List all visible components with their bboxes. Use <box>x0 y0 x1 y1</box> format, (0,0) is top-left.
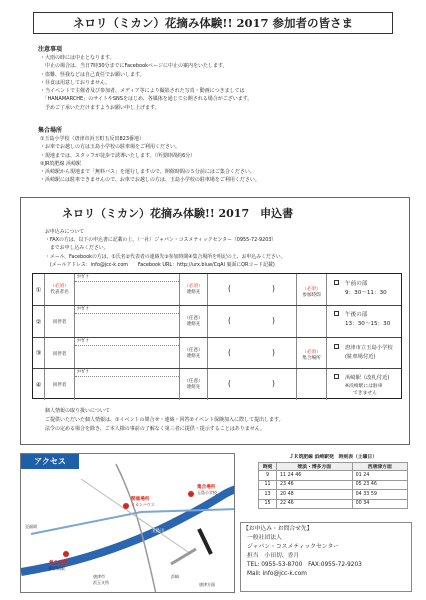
form-intro-line: (メールアドレス：info@jcc-k.com Facebook URL：http://urx.blue/CqAI 裏面にQRコード記載) <box>45 261 275 268</box>
optional-mark: （任意） <box>184 379 203 384</box>
morning-checkbox[interactable] <box>334 280 339 285</box>
name-field[interactable] <box>75 274 180 305</box>
school-label: 唐津市立玉島小学校 <box>345 345 393 351</box>
place-options <box>327 338 403 368</box>
venue-label: 開催場所 <box>131 497 150 502</box>
companion-label: 同伴者 <box>45 338 75 368</box>
venue-sub: ミカンハウス <box>131 502 155 507</box>
place-options <box>327 369 403 400</box>
notes-heading: 注意事項 <box>38 46 63 53</box>
notes-list <box>40 54 252 112</box>
access-map <box>20 453 235 593</box>
contact-label: 連絡先 <box>186 354 201 359</box>
contact-label: 連絡先 <box>186 290 201 295</box>
road-arrow <box>171 549 196 564</box>
timetable-cell: 05 23 46 <box>352 480 407 490</box>
row-number: ② <box>33 306 45 337</box>
timetable-cell: 15 <box>259 499 277 509</box>
notes-line: ・盗難、怪我などは自己責任でお願いします。 <box>40 71 145 78</box>
timetable-cell: 22 46 <box>277 499 353 509</box>
contact-heading: 【お申込み・お問合せ先】 <box>243 526 313 532</box>
venue-marker <box>123 503 129 509</box>
contact-field[interactable]: ( ) <box>208 306 297 337</box>
karatsu-label: 唐津方面 <box>199 582 215 587</box>
timetable-title: ＪＲ筑肥線 浜崎駅発 時刻表（土曜日） <box>288 455 378 460</box>
station-note-2: できません <box>353 391 377 396</box>
contact-label: 連絡先 <box>186 322 201 327</box>
timetable-header: 姪浜・博多方面 <box>277 463 353 471</box>
rep-name-label: 代表者名 <box>50 290 69 295</box>
timetable-cell: 9 <box>259 471 277 481</box>
meeting-heading: 集合場所 <box>38 127 63 134</box>
timetable-cell: 01 24 <box>352 471 407 481</box>
companion-label: 同伴者 <box>45 306 75 337</box>
notes-line: ・当イベントで主催者及び参加者、メディア等により撮影された写真・動画につきましては <box>40 88 245 95</box>
meeting-line: ・お車でお越しの方は玉島小学校の駐車場をご利用ください。 <box>40 144 181 151</box>
companion-label: 同伴者 <box>45 369 75 400</box>
morning-time: 9：30〜11：30 <box>345 290 387 296</box>
optional-mark: （任意） <box>184 316 203 321</box>
meeting-line: ・浜崎駅から現地まで「無料バス」を運行しますので、開催時間の５分前にはご集合ください。 <box>40 169 255 176</box>
form-intro-line: までお申し込みください。 <box>45 245 109 252</box>
form-intro-line: ・メール、Facebookの方は、①氏名②代表者の連絡先③参加時間④集合場所を明記の上、お申込みください。 <box>45 253 286 260</box>
rep-label-cell <box>45 274 75 305</box>
contact-label-cell <box>180 306 208 337</box>
school-sub: 玉島小学校 <box>197 490 217 495</box>
timetable-cell: 04 33 59 <box>352 490 407 500</box>
meeting-line: ・浜崎駅には駐車できませんので、お車でお越しの方は、玉島小学校の駐車場をご利用ください。 <box>40 177 260 184</box>
local-road <box>116 464 156 593</box>
required-mark: （必須） <box>302 287 321 292</box>
river-label: 玉島川 <box>151 529 165 534</box>
meeting-label-cell <box>297 338 327 368</box>
contact-line: 一般社団法人 <box>247 535 282 541</box>
afternoon-label: 午後の部 <box>345 312 368 318</box>
furigana-field[interactable]: ﾌﾘｶﾞﾅ <box>75 338 179 346</box>
timetable-header: 西唐津方面 <box>352 463 407 471</box>
fukuoka-label: 至福岡 <box>25 524 37 529</box>
map-drawing <box>21 454 235 593</box>
contact-field[interactable]: ( ) <box>208 369 297 400</box>
optional-mark: （任意） <box>184 348 203 353</box>
school-checkbox[interactable] <box>334 344 339 349</box>
row-number: ④ <box>33 369 45 400</box>
contact-line: TEL: 0955-53-8700 FAX:0955-72-9203 <box>247 562 362 568</box>
notes-line: ・大雨の時には中止となります。 <box>40 55 115 61</box>
time-options <box>327 306 403 337</box>
table-row <box>33 369 401 400</box>
privacy-line: 個人情報の取り扱いについて <box>45 408 110 414</box>
station-sub: JR浜崎駅 <box>49 566 65 571</box>
meeting-line: ②JR筑肥線 浜崎駅 <box>40 160 82 167</box>
privacy-line: 法令の定める場合を除き、ご本人様の事前の了解なく第三者に提供・提示することはありません。 <box>45 425 266 432</box>
notes-line: 中止の場合は、当日7時30分までにFacebookページに中止の案内をいたします。 <box>40 63 228 70</box>
time-options <box>327 274 403 305</box>
name-field[interactable] <box>75 338 180 368</box>
contact-line: ジャパン・コスメティックセンター <box>247 544 339 550</box>
timetable-table <box>258 462 408 509</box>
notes-line: 「HANAMARCHE」のサイトやSNSをはじめ、各媒体を通じて公開される場合がございます。 <box>40 96 253 103</box>
table-row <box>33 306 401 338</box>
station-checkbox[interactable] <box>334 374 339 379</box>
name-field[interactable] <box>75 306 180 337</box>
meeting-line: ①玉島小学校（唐津市浜玉町五反田823番地） <box>40 136 145 142</box>
furigana-field[interactable]: ﾌﾘｶﾞﾅ <box>75 274 179 282</box>
city-label: 唐津市 <box>93 574 105 579</box>
contact-box <box>240 522 412 592</box>
contact-line: Mail: info@jcc-k.com <box>247 571 307 577</box>
contact-label-cell <box>180 369 208 400</box>
station-label: 浜崎駅（改札付近) <box>345 375 390 381</box>
form-intro-line: ・FAXの方は、以下の申込書に記載の上、（一社）ジャパン・コスメティックセンター（0955-72-9203） <box>45 237 277 244</box>
required-mark: （必須） <box>302 350 321 355</box>
station-marker <box>63 551 69 557</box>
timetable-cell: 13 <box>259 490 277 500</box>
railway-line <box>31 509 235 534</box>
privacy-line: ご提供いただいた個人情報は、①イベントの問合せ・連絡・回答②イベント保険加入に際して提出します。 <box>45 416 284 423</box>
station-label: 集合場所 <box>49 561 68 566</box>
timetable-header: 時刻 <box>259 463 277 471</box>
city-sub: 浜玉支所 <box>93 580 109 585</box>
contact-label-cell <box>180 274 208 305</box>
morning-label: 午前の部 <box>345 281 368 287</box>
form-table <box>32 273 402 399</box>
meeting-label: 集合場所 <box>302 356 321 361</box>
timetable-cell: 11 24 46 <box>277 471 353 481</box>
pointer-arrow <box>199 529 211 554</box>
form-title: ネロリ（ミカン）花摘み体験!! 2017 申込書 <box>62 207 294 220</box>
notes-line: ・昼食は用意しておりません。 <box>40 79 111 86</box>
notes-line: 予めご了承いただけますようお願い申し上げます。 <box>40 104 160 111</box>
hamasaki-label: 浜崎 <box>171 574 179 579</box>
form-intro <box>45 228 286 269</box>
name-field[interactable] <box>75 369 180 400</box>
participation-label: 参加時間 <box>302 293 321 298</box>
contact-label: 連絡先 <box>186 385 201 390</box>
table-row <box>33 338 401 369</box>
timetable-cell: 23 46 <box>277 480 353 490</box>
station-note: ※浜崎駅には駐車 <box>345 384 383 389</box>
timetable-cell: 20 48 <box>277 490 353 500</box>
meeting-list <box>40 135 260 185</box>
participation-label-cell <box>297 274 327 305</box>
table-row <box>33 274 401 306</box>
timetable-cell: 00 34 <box>352 499 407 509</box>
furigana-field[interactable]: ﾌﾘｶﾞﾅ <box>75 369 179 377</box>
contact-field[interactable]: ( ) <box>208 338 297 368</box>
required-mark: （必須） <box>50 284 69 289</box>
map-header: アクセス <box>21 454 79 469</box>
school-marker <box>188 491 194 497</box>
timetable-cell: 11 <box>259 480 277 490</box>
timetable <box>258 453 408 513</box>
meeting-line: ・現地までは、スタッフが徒歩で誘導いたします。（所要時間約6分） <box>40 152 196 159</box>
afternoon-checkbox[interactable] <box>334 311 339 316</box>
form-intro-line: お申込みについて <box>45 229 85 235</box>
row-number: ③ <box>33 338 45 368</box>
contact-line: 担当 小田切、香月 <box>247 553 300 559</box>
contact-field[interactable]: ( ) <box>208 274 297 305</box>
contact-label-cell <box>180 338 208 368</box>
privacy-notice <box>45 407 284 433</box>
furigana-field[interactable]: ﾌﾘｶﾞﾅ <box>75 306 179 314</box>
school-label: 集合場所 <box>197 485 216 490</box>
afternoon-time: 13：30〜15：30 <box>345 321 391 327</box>
row-number: ① <box>33 274 45 305</box>
required-mark: （必須） <box>184 284 203 289</box>
school-sub: (駐車場付近) <box>345 354 376 360</box>
page-title: ネロリ（ミカン）花摘み体験!! 2017 参加者の皆さま <box>33 12 393 34</box>
